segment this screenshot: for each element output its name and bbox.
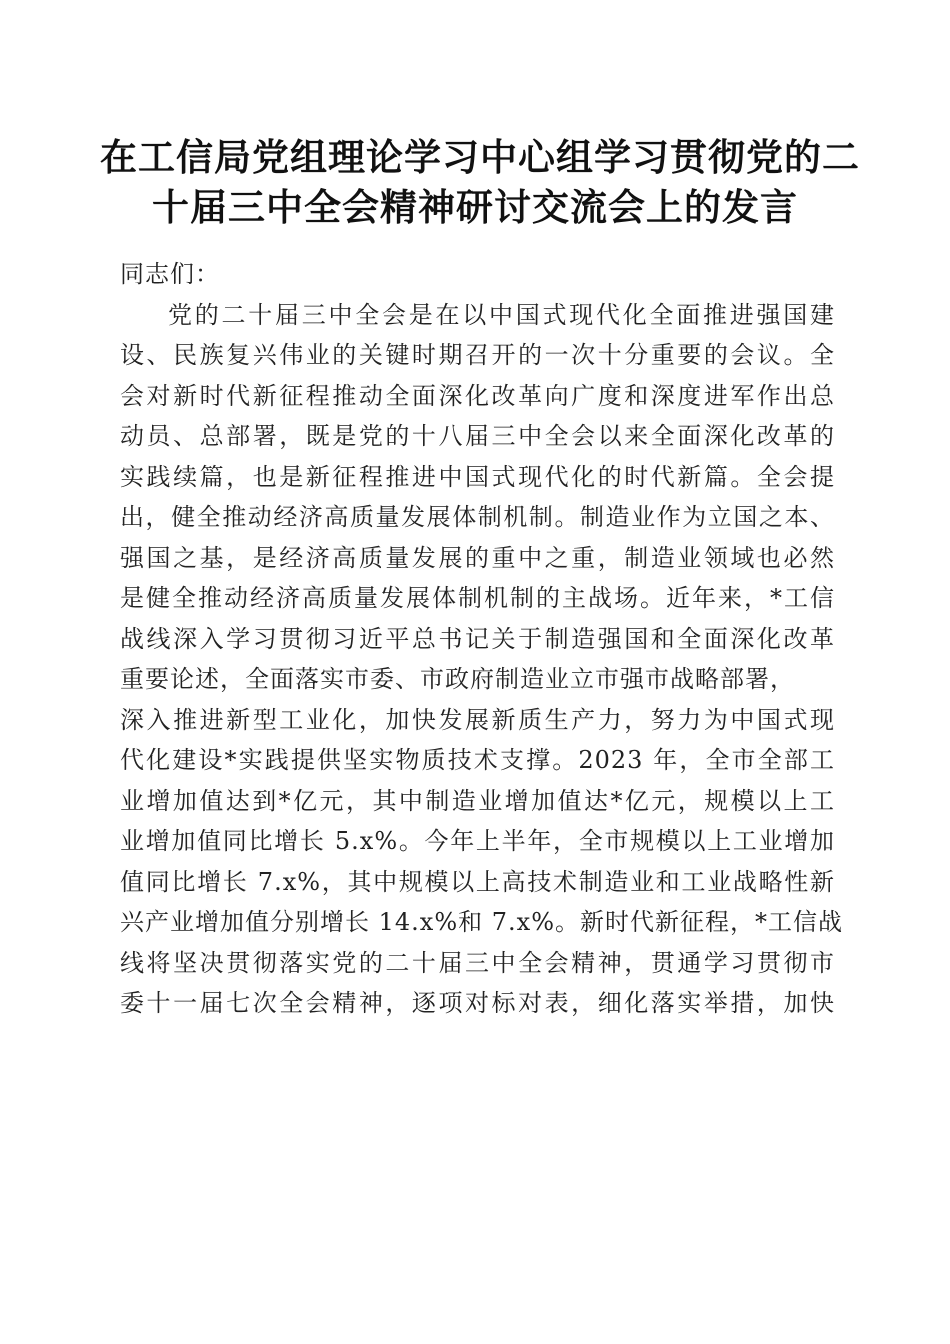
paragraph-line: 深入推进新型工业化，加快发展新质生产力，努力为中国式现 [120,705,835,734]
paragraph-line: 战线深入学习贯彻习近平总书记关于制造强国和全面深化改革 [120,624,835,653]
paragraph-line: 会对新时代新征程推动全面深化改革向广度和深度进军作出总 [120,381,835,410]
paragraph-line: 设、民族复兴伟业的关键时期召开的一次十分重要的会议。全 [120,341,835,369]
paragraph-line: 强国之基，是经济高质量发展的重中之重，制造业领域也必然 [120,543,835,572]
paragraph-line: 线将坚决贯彻落实党的二十届三中全会精神，贯通学习贯彻市 [120,948,835,977]
paragraph-line: 重要论述，全面落实市委、市政府制造业立市强市战略部署， [120,665,795,693]
paragraph-line: 业增加值同比增长 5.x%。今年上半年，全市规模以上工业增加 [120,827,835,855]
title-line-2: 十届三中全会精神研讨交流会上的发言 [152,185,798,229]
document-body [120,254,844,1024]
paragraph-line: 实践续篇，也是新征程推进中国式现代化的时代新篇。全会提 [120,462,835,491]
paragraph-line: 代化建设*实践提供坚实物质技术支撑。2023 年，全市全部工 [120,746,835,774]
paragraph-line: 是健全推动经济高质量发展体制机制的主战场。近年来，*工信 [120,584,835,612]
paragraph-line: 委十一届七次全会精神，逐项对标对表，细化落实举措，加快 [120,989,835,1017]
paragraph-line: 业增加值达到*亿元，其中制造业增加值达*亿元，规模以上工 [120,786,835,815]
paragraph-line: 动员、总部署，既是党的十八届三中全会以来全面深化改革的 [120,422,835,450]
paragraph-line: 党的二十届三中全会是在以中国式现代化全面推进强国建 [168,300,835,329]
paragraph-line: 兴产业增加值分别增长 14.x%和 7.x%。新时代新征程，*工信战 [120,908,844,936]
paragraph [120,295,844,1024]
greeting: 同志们： [120,260,220,288]
title-line-1: 在工信局党组理论学习中心组学习贯彻党的二 [100,135,860,179]
paragraph-line: 出，健全推动经济高质量发展体制机制。制造业作为立国之本、 [120,503,835,531]
document-title [100,132,860,232]
paragraph-line: 值同比增长 7.x%，其中规模以上高技术制造业和工业战略性新 [120,867,835,896]
